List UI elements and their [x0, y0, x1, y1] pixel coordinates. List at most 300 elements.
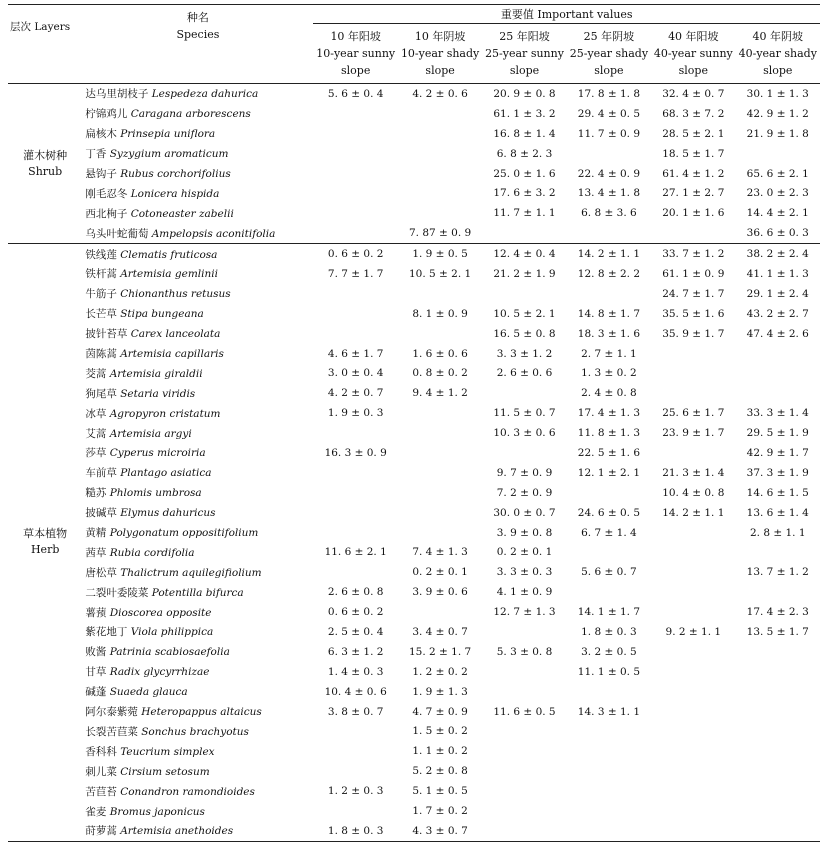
value-cell: 22. 4 ± 0. 9	[577, 167, 641, 180]
species-cell	[82, 503, 313, 523]
species-name-latin: Sonchus brachyotus	[141, 725, 249, 738]
species-cell	[82, 244, 313, 264]
table-row	[8, 443, 820, 463]
species-cell	[82, 761, 313, 781]
species-cell	[82, 284, 313, 304]
value-cell: 37. 3 ± 1. 9	[746, 466, 809, 479]
value-cell	[313, 183, 397, 203]
value-cell: 9. 4 ± 1. 2	[412, 387, 468, 400]
value-cell	[398, 284, 482, 304]
value-cell: 33. 7 ± 1. 2	[662, 248, 725, 261]
value-cell: 10. 4 ± 0. 8	[662, 486, 725, 499]
species-cell	[82, 164, 313, 184]
value-cell: 12. 1 ± 2. 1	[577, 466, 641, 479]
species-name-cn: 碱蓬	[85, 686, 107, 699]
value-cell	[651, 761, 735, 781]
value-cell	[398, 463, 482, 483]
value-cell: 10. 3 ± 0. 6	[493, 427, 556, 440]
species-name-cn: 二裂叶委陵菜	[85, 586, 149, 599]
value-cell: 1. 5 ± 0. 2	[412, 725, 468, 738]
value-cell	[736, 383, 820, 403]
value-cell: 1. 2 ± 0. 2	[412, 665, 468, 678]
species-cell	[82, 483, 313, 503]
column-header-en1: 40-year shady	[738, 47, 817, 60]
value-cell: 3. 3 ± 0. 3	[496, 566, 553, 579]
value-cell: 5. 1 ± 0. 5	[412, 785, 468, 798]
value-cell	[398, 602, 482, 622]
value-cell	[482, 821, 566, 841]
value-cell: 2. 6 ± 0. 6	[496, 367, 553, 380]
value-cell	[313, 203, 397, 223]
species-name-cn: 茵陈蒿	[85, 348, 117, 361]
value-cell	[651, 562, 735, 582]
species-name-latin: Cotoneaster zabelii	[130, 207, 234, 220]
value-cell	[398, 124, 482, 144]
species-name-cn: 披碱草	[85, 507, 117, 520]
table-row	[8, 144, 820, 164]
species-name-cn: 乌头叶蛇葡萄	[85, 227, 149, 240]
species-name-cn: 牛筋子	[85, 288, 117, 301]
value-cell: 1. 8 ± 0. 3	[313, 821, 397, 841]
value-cell: 10. 5 ± 2. 1	[408, 267, 472, 280]
column-header	[651, 24, 735, 84]
value-cell	[736, 582, 820, 602]
species-name-latin: Lespedeza dahurica	[151, 88, 259, 101]
value-cell: 14. 2 ± 1. 1	[662, 506, 725, 519]
value-cell: 14. 8 ± 1. 7	[577, 307, 641, 320]
species-name-latin: Phlomis umbrosa	[109, 487, 202, 500]
value-cell: 68. 3 ± 7. 2	[662, 107, 725, 120]
species-name-cn: 阿尔泰紫菀	[85, 706, 138, 719]
value-cell: 21. 9 ± 1. 8	[746, 127, 809, 140]
species-cell	[82, 344, 313, 364]
species-name-cn: 狗尾草	[85, 387, 117, 400]
species-name-latin: Rubus corchorifolius	[120, 168, 231, 180]
table-row	[8, 304, 820, 324]
importance-values-table	[8, 4, 820, 842]
value-cell: 0. 6 ± 0. 2	[327, 248, 384, 261]
value-cell	[313, 483, 397, 503]
value-cell	[651, 781, 735, 801]
species-name-cn: 冰草	[85, 407, 107, 420]
table-row	[8, 183, 820, 203]
species-name-latin: Bromus japonicus	[109, 805, 205, 818]
species-name-latin: Conandron ramondioides	[120, 785, 255, 798]
table-row	[8, 363, 820, 383]
value-cell: 2. 8 ± 1. 1	[749, 526, 806, 539]
value-cell: 23. 9 ± 1. 7	[662, 427, 725, 440]
value-cell: 65. 6 ± 2. 1	[746, 167, 809, 180]
column-header-en1: 25-year shady	[569, 47, 649, 60]
value-cell	[651, 702, 735, 722]
value-cell: 24. 7 ± 1. 7	[662, 287, 725, 300]
table-row	[8, 203, 820, 223]
value-cell: 18. 5 ± 1. 7	[662, 147, 725, 160]
species-cell	[82, 84, 313, 104]
table-row	[8, 722, 820, 742]
species-name-latin: Clematis fruticosa	[120, 248, 218, 261]
value-cell: 35. 5 ± 1. 6	[662, 307, 725, 320]
value-cell: 21. 3 ± 1. 4	[662, 466, 725, 479]
value-cell: 10. 4 ± 0. 6	[324, 685, 387, 698]
table-row	[8, 562, 820, 582]
layers-header: 层次 Layers	[8, 5, 82, 84]
table-row	[8, 403, 820, 423]
species-name-latin: Artemisia anethoides	[120, 825, 234, 838]
species-name-latin: Plantago asiatica	[120, 467, 212, 480]
table-row	[8, 463, 820, 483]
species-cell	[82, 781, 313, 801]
value-cell	[567, 582, 651, 602]
layer-label-cn: 草本植物	[23, 527, 68, 541]
species-name-cn: 茭蒿	[85, 367, 107, 380]
value-cell: 1. 7 ± 0. 2	[412, 805, 468, 817]
value-cell: 4. 6 ± 1. 7	[327, 347, 384, 360]
value-cell: 25. 0 ± 1. 6	[493, 167, 556, 180]
value-cell: 10. 5 ± 2. 1	[493, 307, 556, 320]
species-name-cn: 披针苔草	[85, 328, 128, 341]
value-cell	[736, 741, 820, 761]
value-cell: 14. 2 ± 1. 1	[577, 248, 641, 261]
value-cell: 0. 2 ± 0. 1	[496, 546, 553, 559]
value-cell: 13. 4 ± 1. 8	[577, 187, 641, 200]
value-cell	[313, 284, 397, 304]
column-header	[567, 24, 651, 84]
species-cell	[82, 582, 313, 602]
table-row	[8, 344, 820, 364]
value-cell	[736, 722, 820, 742]
value-cell	[736, 801, 820, 821]
value-cell: 17. 6 ± 3. 2	[493, 187, 556, 200]
species-cell	[82, 682, 313, 702]
species-cell	[82, 821, 313, 841]
species-cell	[82, 124, 313, 144]
value-cell: 1. 9 ± 0. 3	[327, 407, 384, 420]
value-cell	[567, 682, 651, 702]
value-cell: 22. 5 ± 1. 6	[577, 446, 641, 459]
value-cell	[482, 443, 566, 463]
value-cell	[398, 203, 482, 223]
table-row	[8, 682, 820, 702]
value-cell	[736, 702, 820, 722]
value-cell	[313, 144, 397, 164]
layer-label-cn: 灌木树种	[23, 148, 68, 162]
column-header-en1: 25-year sunny	[485, 47, 564, 60]
table-row	[8, 104, 820, 124]
value-cell: 7. 2 ± 0. 9	[496, 486, 553, 499]
value-cell	[651, 344, 735, 364]
value-cell	[398, 483, 482, 503]
table-row	[8, 741, 820, 761]
species-cell	[82, 542, 313, 562]
species-name-latin: Agropyron cristatum	[109, 407, 221, 420]
species-name-latin: Dioscorea opposite	[109, 606, 212, 619]
value-cell: 14. 3 ± 1. 1	[577, 705, 641, 718]
species-name-cn: 丁香	[85, 148, 107, 161]
value-cell: 20. 1 ± 1. 6	[662, 207, 725, 220]
table-row	[8, 244, 820, 264]
value-cell	[651, 383, 735, 403]
species-header-en: Species	[176, 28, 220, 41]
value-cell	[736, 821, 820, 841]
value-cell	[398, 523, 482, 543]
value-cell	[482, 801, 566, 821]
table-row	[8, 483, 820, 503]
value-cell: 29. 4 ± 0. 5	[577, 107, 641, 120]
value-cell	[567, 761, 651, 781]
column-header-en2: slope	[763, 64, 793, 77]
value-cell: 33. 3 ± 1. 4	[746, 407, 809, 420]
value-cell: 11. 5 ± 0. 7	[493, 407, 556, 420]
species-name-latin: Patrinia scabiosaefolia	[109, 646, 230, 659]
value-cell	[398, 423, 482, 443]
value-cell	[567, 801, 651, 821]
column-header-en1: 10-year shady	[400, 47, 480, 60]
value-cell: 1. 3 ± 0. 2	[581, 367, 637, 380]
table-row	[8, 542, 820, 562]
species-name-cn: 刚毛忍冬	[85, 187, 128, 200]
species-name-latin: Suaeda glauca	[109, 686, 188, 699]
table-row	[8, 423, 820, 443]
value-cell	[313, 801, 397, 821]
value-cell: 11. 7 ± 1. 1	[493, 207, 556, 220]
species-cell	[82, 662, 313, 682]
value-cell: 18. 3 ± 1. 6	[577, 327, 641, 340]
value-cell: 0. 2 ± 0. 1	[412, 566, 468, 579]
layer-label-en: Herb	[30, 543, 60, 557]
species-name-latin: Teucrium simplex	[120, 745, 215, 758]
value-cell: 2. 6 ± 0. 8	[327, 586, 384, 599]
value-cell: 16. 3 ± 0. 9	[324, 446, 387, 459]
species-name-cn: 刺儿菜	[85, 765, 117, 778]
column-header-cn: 40 年阳坡	[668, 30, 719, 43]
value-cell: 23. 0 ± 2. 3	[746, 187, 809, 200]
value-cell: 2. 5 ± 0. 4	[327, 625, 384, 638]
species-name-latin: Elymus dahuricus	[120, 507, 216, 520]
value-cell: 3. 0 ± 0. 4	[327, 367, 384, 380]
value-cell	[398, 164, 482, 184]
value-cell	[567, 741, 651, 761]
species-name-cn: 铁线莲	[85, 248, 117, 261]
value-cell	[736, 642, 820, 662]
value-cell: 7. 4 ± 1. 3	[412, 546, 468, 559]
species-name-cn: 铁杆蒿	[85, 268, 117, 281]
table-row	[8, 622, 820, 642]
column-header-en2: slope	[425, 64, 455, 77]
value-cell	[736, 542, 820, 562]
species-cell	[82, 642, 313, 662]
column-header-en1: 10-year sunny	[316, 47, 396, 60]
value-cell	[313, 761, 397, 781]
column-header-cn: 10 年阴坡	[414, 30, 466, 43]
table-row	[8, 124, 820, 144]
value-cell	[313, 164, 397, 184]
value-cell: 4. 2 ± 0. 6	[412, 87, 468, 100]
species-cell	[82, 363, 313, 383]
table-row	[8, 662, 820, 682]
value-cell: 24. 6 ± 0. 5	[577, 506, 641, 519]
value-cell: 42. 9 ± 1. 7	[746, 446, 809, 459]
value-cell: 1. 9 ± 0. 5	[412, 248, 468, 261]
value-cell: 0. 8 ± 0. 2	[412, 367, 468, 380]
species-name-latin: Potentilla bifurca	[151, 586, 244, 599]
species-name-latin: Cyperus microiria	[109, 447, 206, 460]
species-cell	[82, 463, 313, 483]
value-cell	[651, 582, 735, 602]
value-cell: 13. 6 ± 1. 4	[746, 506, 809, 519]
species-name-cn: 黄精	[85, 527, 107, 540]
value-cell	[567, 223, 651, 243]
species-name-latin: Viola philippica	[130, 626, 214, 639]
value-cell: 13. 5 ± 1. 7	[746, 625, 809, 638]
table-row	[8, 642, 820, 662]
species-name-cn: 莳萝蒿	[85, 825, 117, 838]
value-cell	[651, 602, 735, 622]
value-cell: 25. 6 ± 1. 7	[662, 407, 725, 420]
table-row	[8, 523, 820, 543]
value-cell: 17. 4 ± 2. 3	[746, 606, 809, 619]
value-cell: 7. 7 ± 1. 7	[327, 267, 384, 280]
value-cell: 38. 2 ± 2. 4	[746, 248, 809, 261]
column-header-cn: 10 年阳坡	[330, 30, 381, 43]
species-name-cn: 艾蒿	[85, 427, 107, 440]
table-row	[8, 324, 820, 344]
column-header-en2: slope	[594, 64, 624, 77]
value-cell: 5. 6 ± 0. 7	[581, 566, 637, 579]
value-cell: 30. 0 ± 0. 7	[493, 506, 556, 519]
species-name-cn: 雀麦	[85, 805, 107, 818]
species-name-latin: Artemisia capillaris	[120, 348, 224, 361]
value-cell: 7. 87 ± 0. 9	[398, 223, 482, 243]
species-name-cn: 唐松草	[85, 566, 117, 579]
value-cell	[313, 324, 397, 344]
layer-cell	[8, 84, 82, 244]
value-cell	[736, 761, 820, 781]
species-name-cn: 茜草	[85, 546, 107, 559]
value-cell	[736, 662, 820, 682]
value-cell	[313, 304, 397, 324]
species-name-cn: 糙苏	[85, 487, 107, 500]
table-row	[8, 383, 820, 403]
species-name-latin: Artemisia argyi	[109, 427, 192, 440]
value-cell: 6. 8 ± 3. 6	[581, 207, 637, 220]
species-name-latin: Radix glycyrrhizae	[109, 666, 210, 679]
value-cell	[651, 363, 735, 383]
value-cell	[482, 781, 566, 801]
species-cell	[82, 602, 313, 622]
table-row	[8, 264, 820, 284]
value-cell: 1. 4 ± 0. 3	[327, 665, 384, 678]
layer-label-en: Shrub	[28, 164, 63, 178]
value-cell: 27. 1 ± 2. 7	[662, 187, 725, 200]
species-name-cn: 莎草	[85, 447, 107, 460]
value-cell: 6. 8 ± 2. 3	[496, 147, 553, 160]
value-cell: 61. 1 ± 3. 2	[493, 107, 556, 120]
value-cell	[482, 761, 566, 781]
value-cell: 14. 4 ± 2. 1	[746, 207, 809, 220]
species-name-cn: 苦苣苔	[85, 785, 117, 798]
column-header-en1: 40-year sunny	[653, 47, 733, 60]
value-cell: 2. 4 ± 0. 8	[581, 387, 637, 400]
value-cell: 41. 1 ± 1. 3	[746, 267, 809, 280]
species-name-latin: Carex lanceolata	[130, 328, 221, 341]
species-cell	[82, 722, 313, 742]
species-name-latin: Artemisia gemlinii	[120, 268, 218, 281]
species-name-latin: Thalictrum aquilegifiolium	[120, 566, 262, 579]
species-cell	[82, 324, 313, 344]
value-cell	[651, 443, 735, 463]
column-header	[313, 24, 397, 84]
value-cell: 8. 1 ± 0. 9	[412, 307, 468, 320]
species-name-latin: Setaria viridis	[120, 387, 196, 400]
value-cell	[313, 741, 397, 761]
value-cell	[651, 682, 735, 702]
value-cell: 11. 7 ± 0. 9	[577, 127, 641, 140]
value-cell	[651, 722, 735, 742]
value-cell	[651, 223, 735, 243]
species-name-latin: Syzygium aromaticum	[109, 148, 229, 161]
species-cell	[82, 562, 313, 582]
table-row	[8, 602, 820, 622]
value-cell: 15. 2 ± 1. 7	[408, 645, 472, 658]
species-cell	[82, 423, 313, 443]
value-cell	[482, 223, 566, 243]
value-cell: 3. 2 ± 0. 5	[581, 645, 637, 658]
value-cell: 17. 8 ± 1. 8	[577, 87, 641, 100]
value-cell: 13. 7 ± 1. 2	[746, 566, 809, 579]
species-name-latin: Chionanthus retusus	[120, 288, 231, 301]
value-cell: 6. 7 ± 1. 4	[581, 526, 637, 539]
species-cell	[82, 264, 313, 284]
species-name-cn: 长裂苦苣菜	[85, 725, 138, 738]
species-header-cn: 种名	[186, 11, 209, 24]
value-cell: 14. 1 ± 1. 7	[577, 606, 641, 619]
value-cell	[482, 622, 566, 642]
species-name-latin: Lonicera hispida	[130, 187, 220, 200]
value-cell	[651, 662, 735, 682]
value-cell	[567, 542, 651, 562]
species-cell	[82, 203, 313, 223]
value-cell	[313, 523, 397, 543]
value-cell: 6. 3 ± 1. 2	[327, 645, 384, 658]
value-cell: 1. 6 ± 0. 6	[412, 347, 468, 360]
value-cell: 61. 4 ± 1. 2	[662, 167, 725, 180]
value-cell	[736, 344, 820, 364]
column-header	[736, 24, 820, 84]
value-cell: 20. 9 ± 0. 8	[493, 87, 556, 100]
value-cell: 4. 1 ± 0. 9	[496, 586, 553, 599]
table-row	[8, 821, 820, 841]
species-cell	[82, 741, 313, 761]
species-name-cn: 长芒草	[85, 308, 117, 321]
table-row	[8, 761, 820, 781]
value-cell	[651, 523, 735, 543]
value-cell	[482, 741, 566, 761]
value-cell	[482, 383, 566, 403]
species-name-latin: Cirsium setosum	[120, 765, 210, 778]
value-cell: 3. 9 ± 0. 8	[496, 526, 553, 539]
species-cell	[82, 383, 313, 403]
species-name-latin: Rubia cordifolia	[109, 546, 195, 559]
value-cell: 1. 9 ± 1. 3	[412, 685, 468, 698]
value-cell	[482, 682, 566, 702]
value-cell	[482, 662, 566, 682]
species-name-cn: 扁核木	[85, 128, 117, 141]
value-cell	[313, 223, 397, 243]
value-cell	[567, 284, 651, 304]
species-cell	[82, 104, 313, 124]
value-cell	[567, 722, 651, 742]
